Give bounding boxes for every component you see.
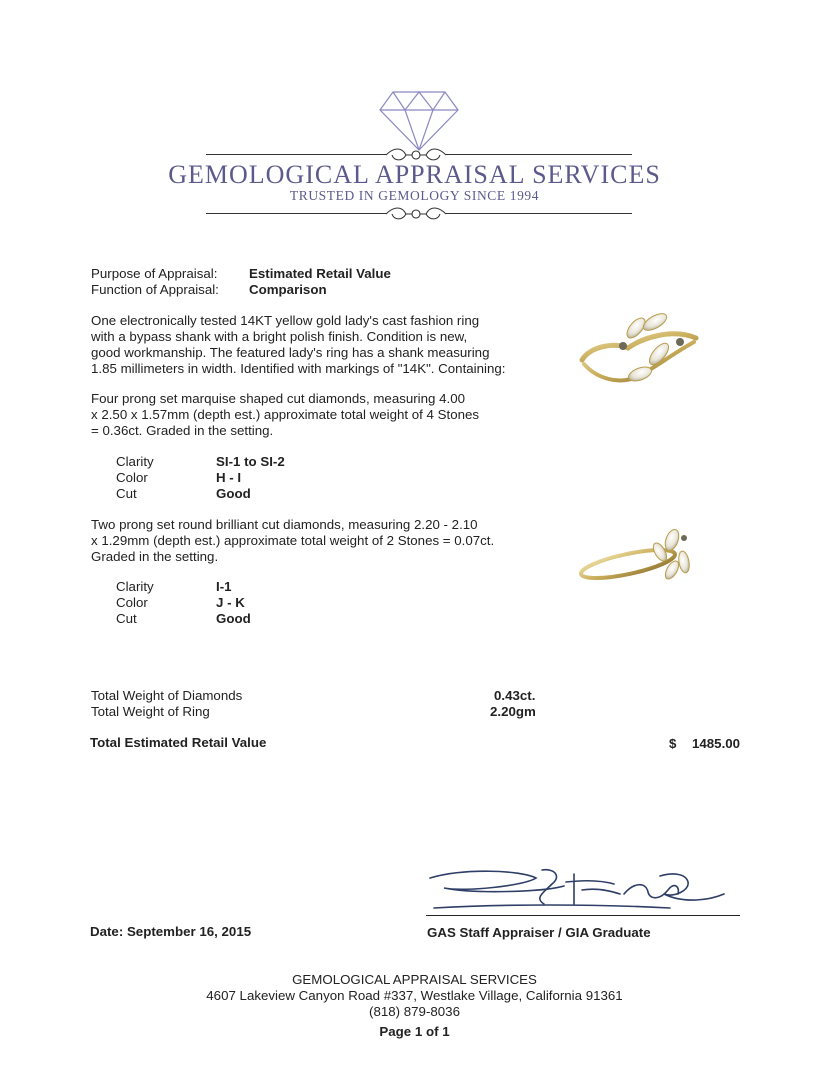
- company-title: GEMOLOGICAL APPRAISAL SERVICES: [168, 160, 661, 189]
- description-line: with a bypass shank with a bright polish finish. Condition is new,: [91, 329, 468, 344]
- stones1-description: [91, 391, 531, 439]
- stones1-color-value: H - I: [216, 470, 242, 485]
- ring-photo-top: [576, 302, 702, 400]
- footer-company: GEMOLOGICAL APPRAISAL SERVICES: [292, 972, 537, 987]
- total-ring-label: Total Weight of Ring: [91, 704, 210, 719]
- stones1-clarity-label: Clarity: [116, 454, 154, 469]
- stones1-line: Four prong set marquise shaped cut diamonds, measuring 4.00: [91, 391, 466, 406]
- purpose-value: Estimated Retail Value: [249, 266, 391, 281]
- total-ring-value: 2.20gm: [490, 704, 536, 719]
- page-number: Page 1 of 1: [379, 1024, 450, 1039]
- company-tagline: TRUSTED IN GEMOLOGY SINCE 1994: [289, 188, 540, 203]
- stones2-clarity-label: Clarity: [116, 579, 154, 594]
- purpose-label: Purpose of Appraisal:: [91, 266, 218, 281]
- footer-phone: (818) 879-8036: [369, 1004, 460, 1019]
- stones1-cut-value: Good: [216, 486, 251, 501]
- ring-photo-side: [576, 514, 702, 606]
- total-retail-value: 1485.00: [692, 736, 741, 751]
- stones2-color-label: Color: [116, 595, 148, 610]
- total-diamonds-label: Total Weight of Diamonds: [91, 688, 243, 703]
- total-retail-label: Total Estimated Retail Value: [90, 735, 267, 750]
- stones1-clarity-value: SI-1 to SI-2: [216, 454, 285, 469]
- currency-symbol: $: [669, 736, 677, 751]
- stones1-cut-label: Cut: [116, 486, 137, 501]
- function-label: Function of Appraisal:: [91, 282, 219, 297]
- stones2-cut-value: Good: [216, 611, 251, 626]
- header-top-rule: [446, 154, 632, 155]
- stones2-cut-label: Cut: [116, 611, 137, 626]
- footer-address: 4607 Lakeview Canyon Road #337, Westlake Village, California 91361: [206, 988, 623, 1003]
- description-line: 1.85 millimeters in width. Identified with markings of "14K". Containing:: [91, 361, 506, 376]
- stones2-description: [91, 517, 531, 565]
- stones2-color-value: J - K: [216, 595, 245, 610]
- description-line: good workmanship. The featured lady's ring has a shank measuring: [91, 345, 490, 360]
- diamond-logo-icon: [378, 90, 460, 152]
- signature-caption: GAS Staff Appraiser / GIA Graduate: [427, 925, 651, 940]
- stones2-line: x 1.29mm (depth est.) approximate total weight of 2 Stones = 0.07ct.: [91, 533, 495, 548]
- header-bottom-rule: [206, 213, 386, 214]
- description-line: One electronically tested 14KT yellow gold lady's cast fashion ring: [91, 313, 480, 328]
- stones1-line: x 2.50 x 1.57mm (depth est.) approximate total weight of 4 Stones: [91, 407, 480, 422]
- header-top-rule: [206, 154, 386, 155]
- stones2-line: Graded in the setting.: [91, 549, 219, 564]
- stones1-color-label: Color: [116, 470, 148, 485]
- flourish-ornament-icon: [384, 204, 448, 224]
- ring-description: [91, 313, 531, 377]
- stones2-clarity-value: I-1: [216, 579, 232, 594]
- header-bottom-rule: [446, 213, 632, 214]
- stones2-line: Two prong set round brilliant cut diamonds, measuring 2.20 - 2.10: [91, 517, 478, 532]
- signature-line: [426, 915, 740, 916]
- appraisal-date: Date: September 16, 2015: [90, 924, 252, 939]
- function-value: Comparison: [249, 282, 327, 297]
- total-diamonds-value: 0.43ct.: [494, 688, 536, 703]
- stones1-line: = 0.36ct. Graded in the setting.: [91, 423, 274, 438]
